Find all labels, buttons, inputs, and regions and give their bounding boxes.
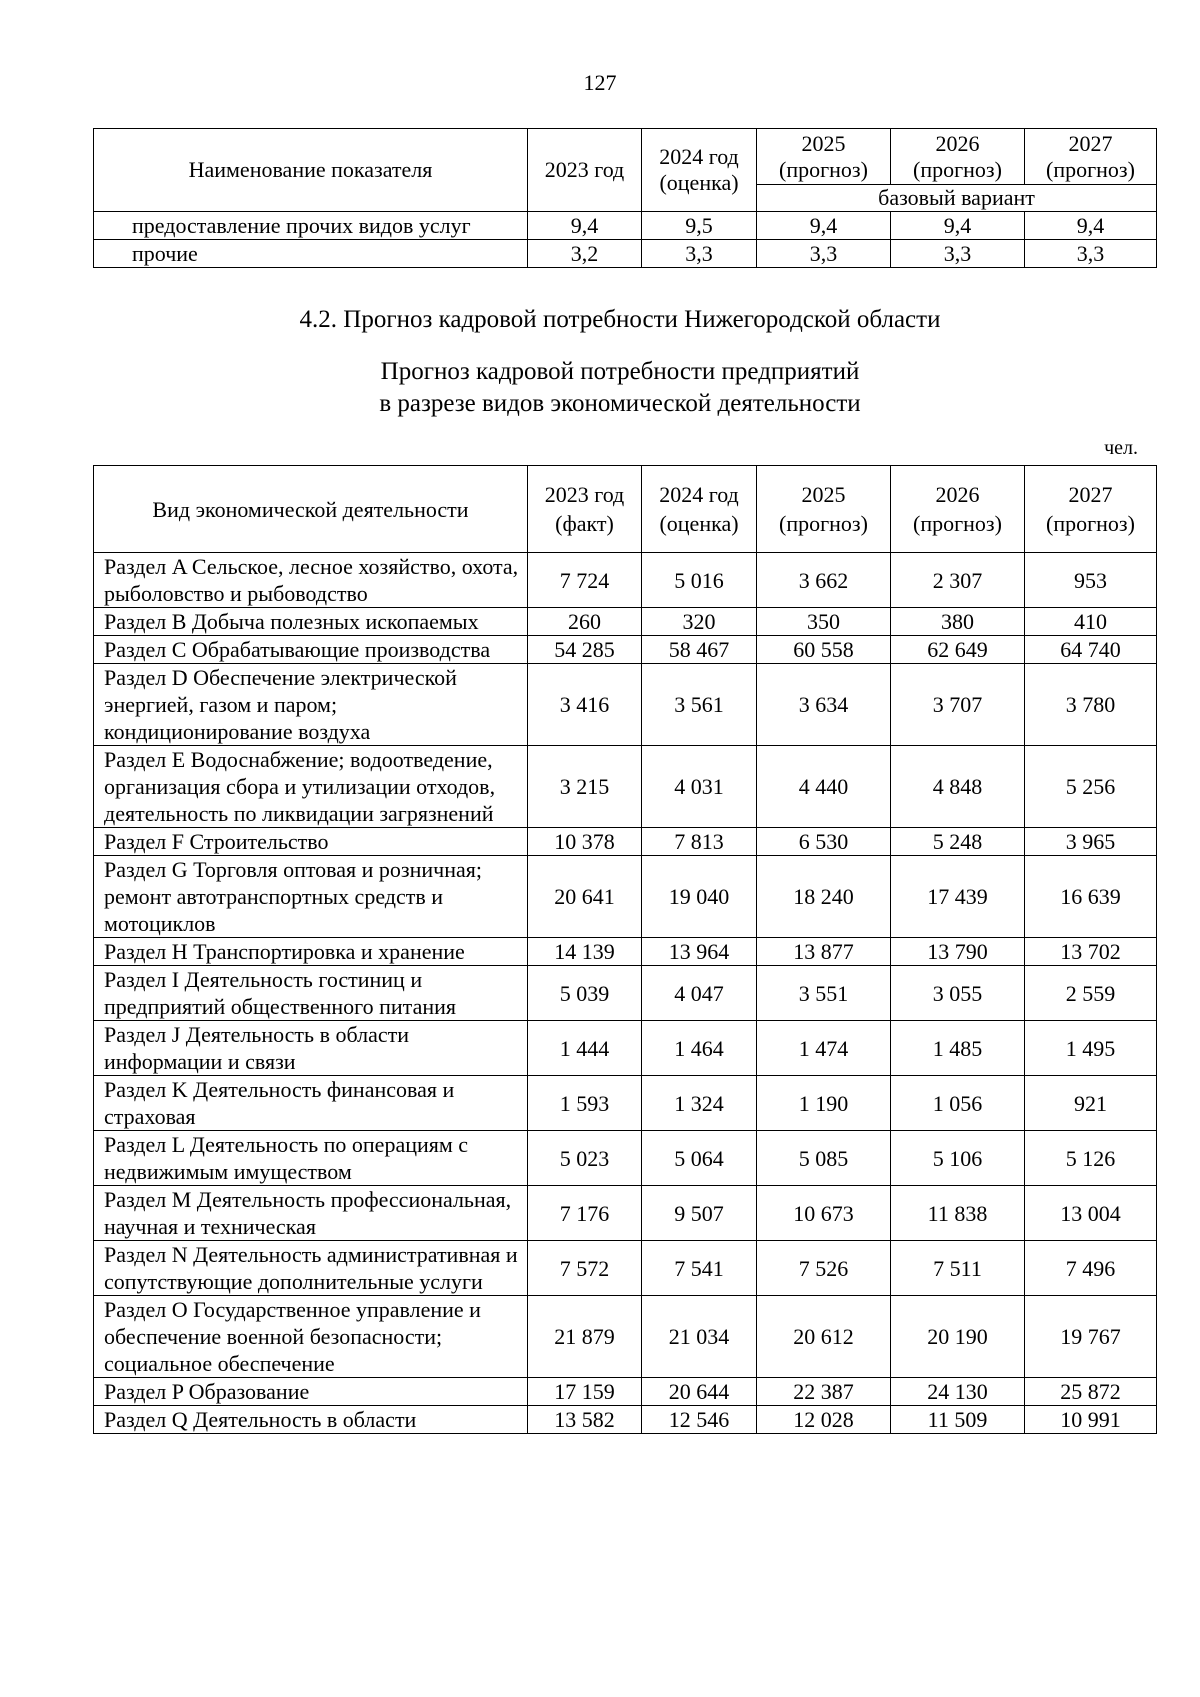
header-2023: 2023 год bbox=[528, 129, 642, 212]
row-value: 4 047 bbox=[642, 966, 757, 1021]
row-value: 3 561 bbox=[642, 664, 757, 746]
row-value: 5 039 bbox=[528, 966, 642, 1021]
table-row bbox=[94, 664, 1157, 746]
row-label: Раздел D Обеспечение электрической энергией, газом и паром; кондиционирование воздуха bbox=[94, 664, 528, 746]
row-value: 7 572 bbox=[528, 1241, 642, 1296]
row-value: 5 248 bbox=[891, 828, 1025, 856]
table-row bbox=[94, 240, 1157, 268]
row-label: Раздел O Государственное управление и обеспечение военной безопасности; социальное обеспечение bbox=[94, 1296, 528, 1378]
row-value: 921 bbox=[1025, 1076, 1157, 1131]
unit-label: чел. bbox=[1104, 437, 1138, 459]
header-2024: 2024 год (оценка) bbox=[642, 129, 757, 212]
row-value: 3 707 bbox=[891, 664, 1025, 746]
row-value: 1 444 bbox=[528, 1021, 642, 1076]
row-value: 1 464 bbox=[642, 1021, 757, 1076]
row-label: предоставление прочих видов услуг bbox=[94, 212, 528, 240]
row-value: 3 215 bbox=[528, 746, 642, 828]
row-value: 5 106 bbox=[891, 1131, 1025, 1186]
row-value: 64 740 bbox=[1025, 636, 1157, 664]
table-title-line-2: в разрезе видов экономической деятельности bbox=[379, 390, 861, 417]
row-value: 7 541 bbox=[642, 1241, 757, 1296]
row-value: 260 bbox=[528, 608, 642, 636]
table-row bbox=[94, 1406, 1157, 1434]
row-label: Раздел A Сельское, лесное хозяйство, охота, рыболовство и рыбоводство bbox=[94, 553, 528, 608]
row-value: 13 004 bbox=[1025, 1186, 1157, 1241]
row-value: 10 991 bbox=[1025, 1406, 1157, 1434]
row-value: 3 965 bbox=[1025, 828, 1157, 856]
row-value: 7 511 bbox=[891, 1241, 1025, 1296]
row-label: Раздел J Деятельность в области информации и связи bbox=[94, 1021, 528, 1076]
table-row bbox=[94, 1021, 1157, 1076]
row-value: 9 507 bbox=[642, 1186, 757, 1241]
table-title-line-1: Прогноз кадровой потребности предприятий bbox=[380, 358, 860, 385]
row-value: 13 582 bbox=[528, 1406, 642, 1434]
indicator-table bbox=[93, 128, 1157, 268]
row-label: Раздел C Обрабатывающие производства bbox=[94, 636, 528, 664]
table-row bbox=[94, 746, 1157, 828]
row-value: 320 bbox=[642, 608, 757, 636]
row-value: 12 028 bbox=[757, 1406, 891, 1434]
header-2027: 2027 (прогноз) bbox=[1025, 129, 1157, 185]
row-value: 5 256 bbox=[1025, 746, 1157, 828]
row-value: 13 702 bbox=[1025, 938, 1157, 966]
row-label: Раздел M Деятельность профессиональная, научная и техническая bbox=[94, 1186, 528, 1241]
table-row bbox=[94, 1296, 1157, 1378]
row-value: 19 767 bbox=[1025, 1296, 1157, 1378]
row-value: 13 790 bbox=[891, 938, 1025, 966]
row-value: 5 126 bbox=[1025, 1131, 1157, 1186]
table-row bbox=[94, 1378, 1157, 1406]
row-value: 2 559 bbox=[1025, 966, 1157, 1021]
row-value: 5 023 bbox=[528, 1131, 642, 1186]
row-label: Раздел H Транспортировка и хранение bbox=[94, 938, 528, 966]
row-value: 350 bbox=[757, 608, 891, 636]
row-label: Раздел Q Деятельность в области bbox=[94, 1406, 528, 1434]
row-value: 10 673 bbox=[757, 1186, 891, 1241]
row-label: Раздел F Строительство bbox=[94, 828, 528, 856]
table-row bbox=[94, 828, 1157, 856]
table-row bbox=[94, 1131, 1157, 1186]
row-value: 10 378 bbox=[528, 828, 642, 856]
row-value: 20 644 bbox=[642, 1378, 757, 1406]
row-value: 13 877 bbox=[757, 938, 891, 966]
row-value: 3 551 bbox=[757, 966, 891, 1021]
row-value: 60 558 bbox=[757, 636, 891, 664]
row-label: Раздел K Деятельность финансовая и страховая bbox=[94, 1076, 528, 1131]
row-value: 9,4 bbox=[757, 212, 891, 240]
table-row bbox=[94, 966, 1157, 1021]
row-label: Раздел L Деятельность по операциям с недвижимым имуществом bbox=[94, 1131, 528, 1186]
row-label: Раздел N Деятельность административная и сопутствующие дополнительные услуги bbox=[94, 1241, 528, 1296]
row-value: 21 879 bbox=[528, 1296, 642, 1378]
row-value: 7 526 bbox=[757, 1241, 891, 1296]
row-value: 5 064 bbox=[642, 1131, 757, 1186]
table-row bbox=[94, 1186, 1157, 1241]
row-label: Раздел B Добыча полезных ископаемых bbox=[94, 608, 528, 636]
row-value: 1 056 bbox=[891, 1076, 1025, 1131]
row-value: 7 813 bbox=[642, 828, 757, 856]
row-value: 14 139 bbox=[528, 938, 642, 966]
row-value: 4 440 bbox=[757, 746, 891, 828]
row-value: 12 546 bbox=[642, 1406, 757, 1434]
header-2026: 2026 (прогноз) bbox=[891, 466, 1025, 553]
row-value: 953 bbox=[1025, 553, 1157, 608]
row-value: 16 639 bbox=[1025, 856, 1157, 938]
row-value: 2 307 bbox=[891, 553, 1025, 608]
row-value: 58 467 bbox=[642, 636, 757, 664]
row-value: 18 240 bbox=[757, 856, 891, 938]
row-value: 380 bbox=[891, 608, 1025, 636]
row-label: Раздел P Образование bbox=[94, 1378, 528, 1406]
section-title: 4.2. Прогноз кадровой потребности Нижегородской области bbox=[299, 306, 941, 333]
row-value: 25 872 bbox=[1025, 1378, 1157, 1406]
row-value: 9,4 bbox=[1025, 212, 1157, 240]
row-value: 17 439 bbox=[891, 856, 1025, 938]
row-value: 20 612 bbox=[757, 1296, 891, 1378]
row-value: 7 724 bbox=[528, 553, 642, 608]
row-value: 3,3 bbox=[891, 240, 1025, 268]
header-activity: Вид экономической деятельности bbox=[94, 466, 528, 553]
row-value: 19 040 bbox=[642, 856, 757, 938]
row-value: 7 176 bbox=[528, 1186, 642, 1241]
row-value: 24 130 bbox=[891, 1378, 1025, 1406]
row-value: 54 285 bbox=[528, 636, 642, 664]
row-value: 17 159 bbox=[528, 1378, 642, 1406]
row-value: 1 324 bbox=[642, 1076, 757, 1131]
row-value: 3,2 bbox=[528, 240, 642, 268]
header-2027: 2027 (прогноз) bbox=[1025, 466, 1157, 553]
row-value: 3 780 bbox=[1025, 664, 1157, 746]
row-value: 1 190 bbox=[757, 1076, 891, 1131]
row-value: 9,5 bbox=[642, 212, 757, 240]
table-row bbox=[94, 212, 1157, 240]
row-value: 410 bbox=[1025, 608, 1157, 636]
row-value: 21 034 bbox=[642, 1296, 757, 1378]
table-row bbox=[94, 1241, 1157, 1296]
row-value: 20 190 bbox=[891, 1296, 1025, 1378]
header-2024: 2024 год (оценка) bbox=[642, 466, 757, 553]
row-value: 1 474 bbox=[757, 1021, 891, 1076]
row-value: 3,3 bbox=[642, 240, 757, 268]
table-title bbox=[0, 356, 1200, 420]
row-value: 4 031 bbox=[642, 746, 757, 828]
row-value: 9,4 bbox=[891, 212, 1025, 240]
row-value: 62 649 bbox=[891, 636, 1025, 664]
table-row bbox=[94, 856, 1157, 938]
row-value: 13 964 bbox=[642, 938, 757, 966]
row-value: 9,4 bbox=[528, 212, 642, 240]
table-row bbox=[94, 938, 1157, 966]
row-value: 1 593 bbox=[528, 1076, 642, 1131]
header-2026: 2026 (прогноз) bbox=[891, 129, 1025, 185]
header-2023: 2023 год (факт) bbox=[528, 466, 642, 553]
row-value: 3 634 bbox=[757, 664, 891, 746]
row-value: 3,3 bbox=[1025, 240, 1157, 268]
row-value: 5 016 bbox=[642, 553, 757, 608]
header-2025: 2025 (прогноз) bbox=[757, 466, 891, 553]
row-value: 11 509 bbox=[891, 1406, 1025, 1434]
table-row bbox=[94, 553, 1157, 608]
row-label: прочие bbox=[94, 240, 528, 268]
row-value: 3,3 bbox=[757, 240, 891, 268]
table-row bbox=[94, 636, 1157, 664]
header-2025: 2025 (прогноз) bbox=[757, 129, 891, 185]
row-value: 1 485 bbox=[891, 1021, 1025, 1076]
staffing-forecast-table bbox=[93, 465, 1157, 1434]
header-name: Наименование показателя bbox=[94, 129, 528, 212]
header-variant: базовый вариант bbox=[757, 185, 1157, 212]
row-value: 3 416 bbox=[528, 664, 642, 746]
row-value: 7 496 bbox=[1025, 1241, 1157, 1296]
row-value: 5 085 bbox=[757, 1131, 891, 1186]
row-label: Раздел E Водоснабжение; водоотведение, организация сбора и утилизации отходов, деятельность по ликвидации загрязнений bbox=[94, 746, 528, 828]
row-value: 3 055 bbox=[891, 966, 1025, 1021]
row-value: 3 662 bbox=[757, 553, 891, 608]
row-label: Раздел G Торговля оптовая и розничная; ремонт автотранспортных средств и мотоциклов bbox=[94, 856, 528, 938]
row-value: 22 387 bbox=[757, 1378, 891, 1406]
table-row bbox=[94, 608, 1157, 636]
row-value: 20 641 bbox=[528, 856, 642, 938]
row-value: 1 495 bbox=[1025, 1021, 1157, 1076]
page-number: 127 bbox=[583, 70, 617, 95]
row-value: 6 530 bbox=[757, 828, 891, 856]
table-row bbox=[94, 1076, 1157, 1131]
row-value: 11 838 bbox=[891, 1186, 1025, 1241]
row-label: Раздел I Деятельность гостиниц и предприятий общественного питания bbox=[94, 966, 528, 1021]
row-value: 4 848 bbox=[891, 746, 1025, 828]
